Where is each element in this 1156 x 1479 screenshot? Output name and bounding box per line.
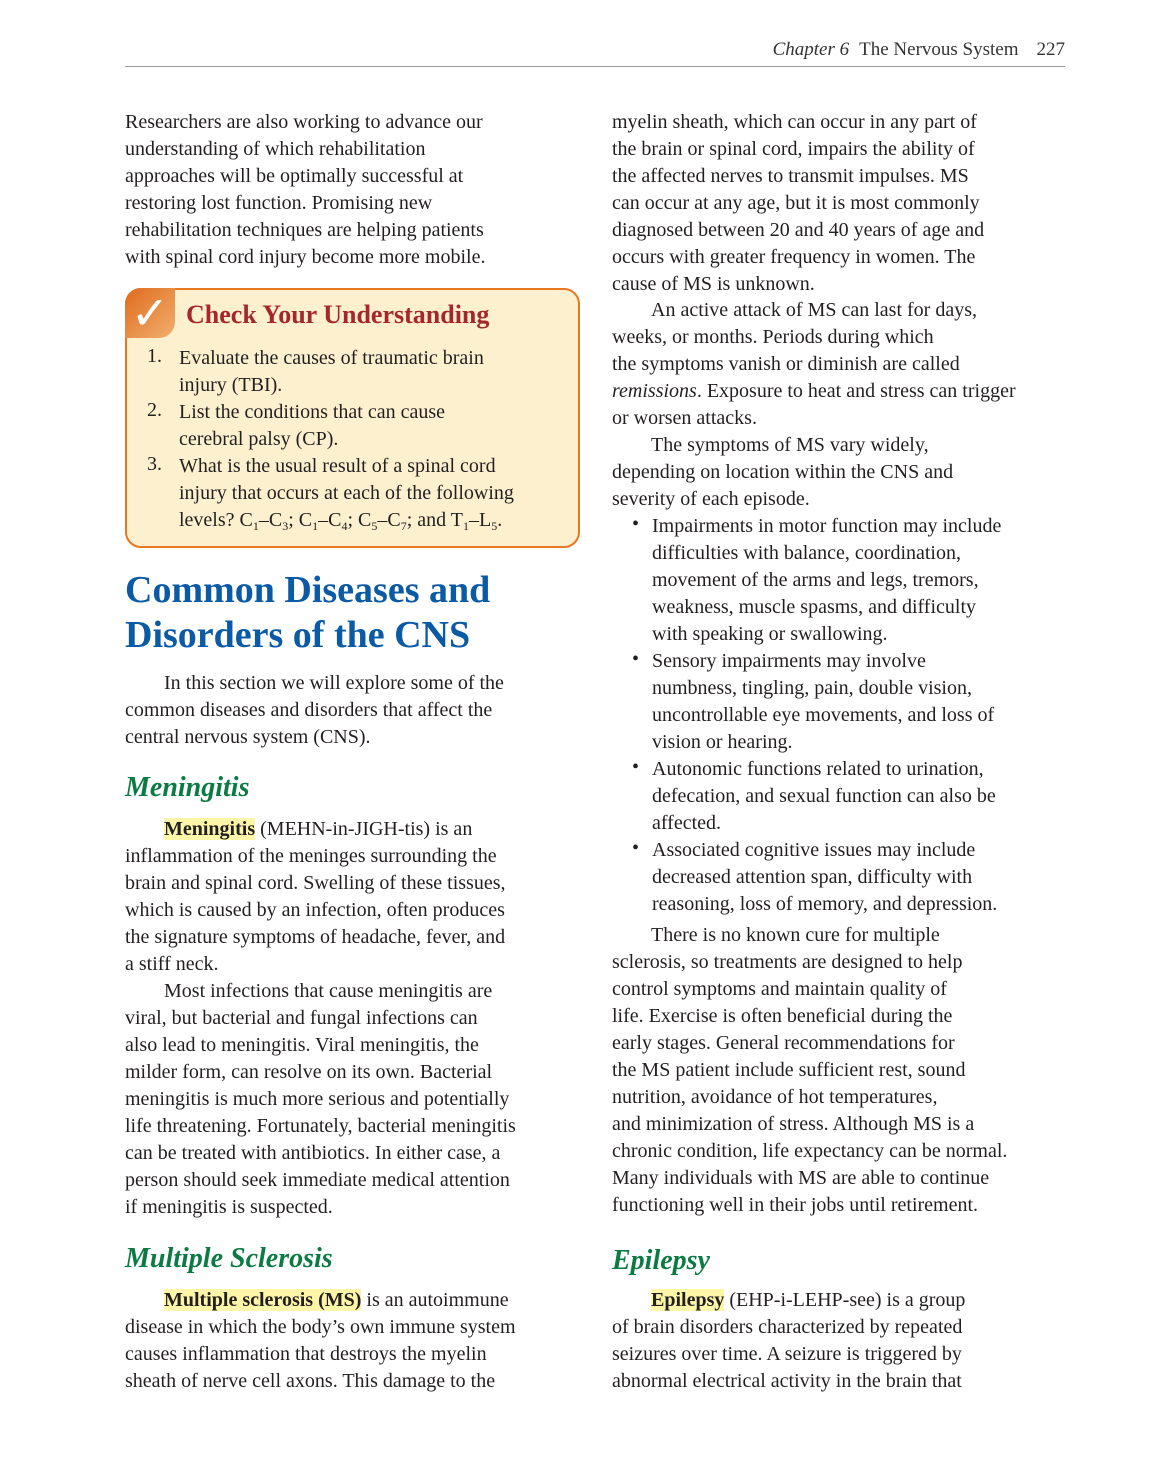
text-line: life threatening. Fortunately, bacterial meningitis (125, 1115, 516, 1137)
text-line: vision or hearing. (652, 731, 793, 753)
text-line: cerebral palsy (CP). (179, 428, 339, 450)
text-line: Associated cognitive issues may include (652, 839, 976, 861)
key-term: Meningitis (164, 818, 256, 840)
text-line: abnormal electrical activity in the brain that (612, 1370, 962, 1392)
text-line: can be treated with antibiotics. In either case, a (125, 1142, 501, 1164)
question-item (127, 399, 577, 453)
bullet-item (612, 513, 1072, 648)
text-line: viral, but bacterial and fungal infections can (125, 1007, 478, 1029)
text-line: An active attack of MS can last for days, (651, 299, 978, 321)
text-line: There is no known cure for multiple (651, 924, 940, 946)
text-line: Many individuals with MS are able to continue (612, 1167, 990, 1189)
text-line: Sensory impairments may involve (652, 650, 926, 672)
running-header (773, 37, 1065, 63)
text: . Exposure to heat and stress can trigger (696, 380, 1016, 402)
text-line: disease in which the body’s own immune system (125, 1316, 516, 1338)
text-line: if meningitis is suspected. (125, 1196, 333, 1218)
text-line: depending on location within the CNS and (612, 461, 954, 483)
text-line: understanding of which rehabilitation (125, 138, 426, 160)
question-text (179, 345, 577, 399)
text-line: and minimization of stress. Although MS is a (612, 1113, 975, 1135)
text-line: numbness, tingling, pain, double vision, (652, 677, 972, 699)
text-line: rehabilitation techniques are helping patients (125, 219, 484, 241)
text-line: sheath of nerve cell axons. This damage to the (125, 1370, 496, 1392)
key-term: Multiple sclerosis (MS) (164, 1289, 362, 1311)
ms-paragraph-1 (125, 1287, 585, 1395)
text-line: The symptoms of MS vary widely, (651, 434, 929, 456)
check-your-understanding-box (125, 288, 580, 548)
text-line: injury (TBI). (179, 374, 283, 396)
text-line: myelin sheath, which can occur in any part of (612, 111, 977, 133)
chapter-title: The Nervous System (859, 39, 1019, 60)
question-text (179, 453, 577, 507)
text-line: reasoning, loss of memory, and depression. (652, 893, 998, 915)
text-line: weakness, muscle spasms, and difficulty (652, 596, 977, 618)
question-item (127, 345, 577, 399)
intro-paragraph (125, 109, 585, 271)
text-line: diagnosed between 20 and 40 years of age and (612, 219, 985, 241)
text-line: sclerosis, so treatments are designed to help (612, 951, 963, 973)
text-line: uncontrollable eye movements, and loss of (652, 704, 995, 726)
text-line: life. Exercise is often beneficial during the (612, 1005, 953, 1027)
bullet-item (612, 648, 1072, 756)
text-line: weeks, or months. Periods during which (612, 326, 934, 348)
chapter-label: Chapter 6 (772, 39, 850, 60)
title-line: Disorders of the CNS (125, 614, 471, 656)
text-line: nutrition, avoidance of hot temperatures, (612, 1086, 938, 1108)
title-line: Common Diseases and (125, 569, 491, 611)
text-line: seizures over time. A seizure is triggered by (612, 1343, 962, 1365)
question-text-last-line: levels? $C_1-C_3$; $C_1-C_4$; $C_5-C_7$; and $T_1-L_5$. (179, 509, 503, 533)
text-line: milder form, can resolve on its own. Bacterial (125, 1061, 493, 1083)
heading-epilepsy: Epilepsy (612, 1245, 710, 1276)
text: (MEHN-in-JIGH-tis) is an (255, 818, 473, 840)
heading-multiple-sclerosis: Multiple Sclerosis (125, 1243, 333, 1274)
epilepsy-paragraph-1 (612, 1287, 1072, 1395)
text-line: also lead to meningitis. Viral meningitis, the (125, 1034, 479, 1056)
text-line: decreased attention span, difficulty with (652, 866, 973, 888)
checkmark-icon: ✓ (125, 288, 175, 338)
text-line: List the conditions that can cause (179, 401, 446, 423)
bullet-item (612, 837, 1072, 918)
text-line: the brain or spinal cord, impairs the ability of (612, 138, 975, 160)
text-line: common diseases and disorders that affect the (125, 699, 493, 721)
text-line: inflammation of the meninges surrounding the (125, 845, 497, 867)
text-line: causes inflammation that destroys the myelin (125, 1343, 487, 1365)
text-line: a stiff neck. (125, 953, 219, 975)
question-number: 1. (147, 345, 162, 367)
question-number: 3. (147, 453, 162, 475)
meningitis-paragraph-2 (125, 978, 585, 1221)
bullet-icon: • (632, 756, 640, 778)
question-list (127, 345, 577, 534)
ms-paragraph-continued (612, 109, 1072, 298)
text-line: injury that occurs at each of the following (179, 482, 514, 504)
text: is an autoimmune (361, 1289, 509, 1311)
header-rule (125, 66, 1065, 67)
text-line: with speaking or swallowing. (652, 623, 888, 645)
bullet-icon: • (632, 513, 640, 535)
text-line: movement of the arms and legs, tremors, (652, 569, 979, 591)
text-line: What is the usual result of a spinal cord (179, 455, 496, 477)
text: (EHP-i-LEHP-see) is a group (724, 1289, 966, 1311)
text-line: Impairments in motor function may include (652, 515, 1002, 537)
text-line: control symptoms and maintain quality of (612, 978, 947, 1000)
text-line: or worsen attacks. (612, 407, 757, 429)
text-line: approaches will be optimally successful at (125, 165, 464, 187)
section-title (125, 568, 490, 658)
text-line: the MS patient include sufficient rest, sound (612, 1059, 966, 1081)
italic-term: remissions (612, 380, 697, 402)
bullet-item (612, 756, 1072, 837)
text-line: Most infections that cause meningitis are (164, 980, 493, 1002)
key-term: Epilepsy (651, 1289, 725, 1311)
text-line: central nervous system (CNS). (125, 726, 371, 748)
text-line: which is caused by an infection, often produces (125, 899, 505, 921)
box-title: Check Your Understanding (186, 300, 490, 329)
text-line: early stages. General recommendations for (612, 1032, 955, 1054)
section-intro (125, 670, 585, 751)
text-line: the symptoms vanish or diminish are called (612, 353, 960, 375)
text-line: chronic condition, life expectancy can be normal. (612, 1140, 1008, 1162)
bullet-icon: • (632, 648, 640, 670)
text-line: affected. (652, 812, 722, 834)
text-line: person should seek immediate medical attention (125, 1169, 510, 1191)
text-line: restoring lost function. Promising new (125, 192, 433, 214)
question-text (179, 399, 577, 453)
question-item (127, 453, 577, 534)
text-line: functioning well in their jobs until retirement. (612, 1194, 979, 1216)
bullet-icon: • (632, 837, 640, 859)
symptom-bullet-list (612, 513, 1072, 918)
text-line: cause of MS is unknown. (612, 273, 815, 295)
question-number: 2. (147, 399, 162, 421)
text-line: of brain disorders characterized by repeated (612, 1316, 963, 1338)
text-line: Autonomic functions related to urination, (652, 758, 984, 780)
ms-paragraph-treatment (612, 922, 1072, 1219)
text-line: occurs with greater frequency in women. The (612, 246, 976, 268)
ms-paragraph-attacks (612, 297, 1072, 432)
text-line: severity of each episode. (612, 488, 810, 510)
text-line: Evaluate the causes of traumatic brain (179, 347, 484, 369)
text-line: meningitis is much more serious and potentially (125, 1088, 510, 1110)
text-line: In this section we will explore some of the (164, 672, 504, 694)
heading-meningitis: Meningitis (125, 772, 250, 803)
text-line: with spinal cord injury become more mobile. (125, 246, 486, 268)
text-line: the affected nerves to transmit impulses. MS (612, 165, 969, 187)
text-line: the signature symptoms of headache, fever, and (125, 926, 506, 948)
ms-paragraph-symptoms (612, 432, 1072, 513)
text-line: Researchers are also working to advance our (125, 111, 483, 133)
text-line: can occur at any age, but it is most commonly (612, 192, 980, 214)
text-line: defecation, and sexual function can also be (652, 785, 996, 807)
text-line: brain and spinal cord. Swelling of these tissues, (125, 872, 506, 894)
meningitis-paragraph-1 (125, 816, 585, 978)
text-line: difficulties with balance, coordination, (652, 542, 961, 564)
page-number: 227 (1036, 39, 1065, 60)
